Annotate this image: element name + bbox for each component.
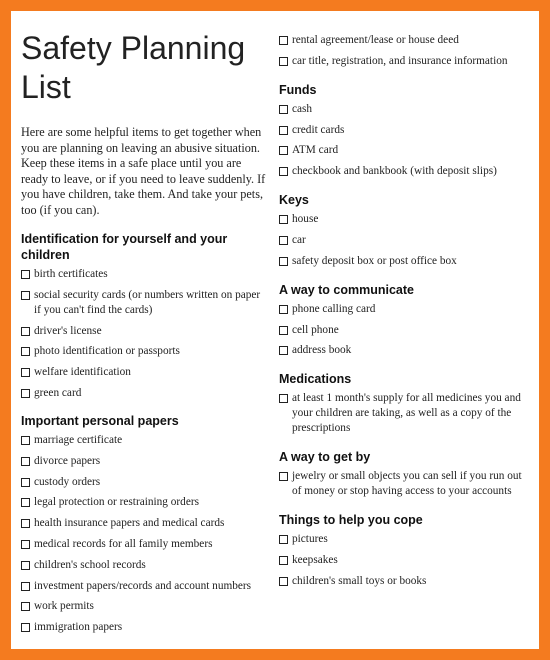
- checklist-item-text: immigration papers: [34, 621, 123, 634]
- checklist-item: [279, 123, 531, 138]
- checkbox-icon: [279, 36, 288, 45]
- checkbox-icon: [21, 602, 30, 611]
- section-heading: Funds: [279, 82, 317, 97]
- checkbox-icon: [279, 326, 288, 335]
- checklist-item: [21, 558, 266, 573]
- checklist: [279, 212, 531, 269]
- continued-list: [279, 33, 531, 69]
- page-title: Safety Planning List: [21, 30, 246, 105]
- section-heading: Things to help you cope: [279, 513, 423, 528]
- checkbox-icon: [21, 478, 30, 487]
- checklist: [279, 102, 531, 179]
- checklist-item-text: rental agreement/lease or house deed: [292, 34, 459, 46]
- checkbox-icon: [21, 436, 30, 445]
- checkbox-icon: [279, 57, 288, 66]
- checkbox-icon: [21, 519, 30, 528]
- checklist-item: [279, 254, 531, 269]
- checkbox-icon: [21, 498, 30, 507]
- checklist-item-text: cell phone: [292, 323, 339, 336]
- checkbox-icon: [21, 291, 30, 300]
- checkbox-icon: [279, 126, 288, 135]
- checklist-item-text: marriage certificate: [34, 433, 123, 446]
- checkbox-icon: [279, 305, 288, 314]
- right-sections: [279, 82, 531, 589]
- checklist-item: [279, 302, 531, 317]
- checklist-item: [279, 33, 531, 48]
- checklist-item: [279, 233, 531, 248]
- checklist: [21, 433, 266, 635]
- checklist-item-text: jewelry or small objects you can sell if you run out of money or stop having access to your accounts: [292, 470, 522, 498]
- checklist-item: [21, 433, 266, 448]
- checklist-item-text: driver's license: [34, 324, 102, 337]
- checklist-item: [279, 323, 531, 338]
- checklist-item-text: health insurance papers and medical cards: [34, 517, 225, 530]
- checklist: [21, 267, 266, 401]
- section-heading: Medications: [279, 372, 352, 387]
- checklist-item-text: house: [292, 213, 319, 226]
- checklist-item: [21, 620, 266, 635]
- checklist-item-text: safety deposit box or post office box: [292, 254, 457, 267]
- checklist-item-text: work permits: [34, 600, 94, 613]
- checklist-item: [279, 212, 531, 227]
- checklist-item-text: social security cards (or numbers written on paper if you can't find the cards): [34, 288, 261, 316]
- checklist-item: [21, 495, 266, 510]
- checkbox-icon: [21, 623, 30, 632]
- checklist-item: [21, 324, 266, 339]
- section-heading: A way to communicate: [279, 282, 414, 297]
- checklist-item-text: phone calling card: [292, 302, 376, 315]
- checklist-item: [21, 475, 266, 490]
- checklist-item-text: medical records for all family members: [34, 537, 213, 550]
- checklist-item: [21, 386, 266, 401]
- checklist-item-text: address book: [292, 344, 352, 357]
- checklist-item-text: legal protection or restraining orders: [34, 496, 200, 509]
- checkbox-icon: [279, 472, 288, 481]
- document-page: [11, 11, 539, 649]
- checklist-item: [21, 365, 266, 380]
- left-column: [21, 11, 266, 641]
- section-heading: Keys: [279, 193, 309, 208]
- checkbox-icon: [279, 215, 288, 224]
- checkbox-icon: [279, 577, 288, 586]
- checklist-item: [21, 288, 266, 318]
- checklist-item-text: keepsakes: [292, 554, 338, 567]
- section-heading: Important personal papers: [21, 413, 179, 428]
- checkbox-icon: [21, 347, 30, 356]
- intro-paragraph: Here are some helpful items to get together when you are planning on leaving an abusive situation. Keep these items in a safe place until you are ready to leave, or if you need to leave suddenly. If you have children, take them. And take your pets, too (if you can).: [21, 125, 266, 217]
- checkbox-icon: [279, 105, 288, 114]
- checklist-item-text: car: [292, 233, 306, 246]
- checklist: [279, 302, 531, 359]
- checklist-item-text: divorce papers: [34, 454, 101, 467]
- left-sections: [21, 231, 266, 635]
- checklist-item-text: children's school records: [34, 558, 146, 571]
- section-heading: Identification for yourself and your children: [21, 232, 228, 262]
- checklist-item-text: children's small toys or books: [292, 574, 427, 587]
- checkbox-icon: [279, 146, 288, 155]
- right-column: [279, 11, 531, 595]
- checklist-item: [279, 143, 531, 158]
- checklist-item-text: custody orders: [34, 475, 101, 488]
- checkbox-icon: [21, 327, 30, 336]
- checkbox-icon: [279, 535, 288, 544]
- checklist-item-text: at least 1 month's supply for all medicines you and your children are taking, as well as a copy of the prescriptions: [292, 392, 521, 435]
- checkbox-icon: [21, 540, 30, 549]
- checklist-item-text: photo identification or passports: [34, 345, 180, 358]
- checklist-item-text: welfare identification: [34, 366, 131, 379]
- checklist-item: [21, 344, 266, 359]
- checklist-item: [279, 469, 531, 499]
- checklist-item: [21, 579, 266, 594]
- checklist-item: [21, 454, 266, 469]
- checklist-item: [21, 267, 266, 282]
- checklist-item-text: cash: [292, 102, 313, 115]
- checkbox-icon: [21, 457, 30, 466]
- checklist-item: [279, 553, 531, 568]
- checkbox-icon: [279, 346, 288, 355]
- checklist-item: [21, 537, 266, 552]
- checkbox-icon: [279, 394, 288, 403]
- checklist: [279, 469, 531, 499]
- checklist-item: [279, 391, 531, 436]
- checkbox-icon: [279, 236, 288, 245]
- checklist-item: [279, 532, 531, 547]
- checkbox-icon: [279, 167, 288, 176]
- checklist-item: [279, 102, 531, 117]
- checklist: [279, 391, 531, 436]
- checklist-item: [21, 599, 266, 614]
- checklist-item-text: investment papers/records and account numbers: [34, 579, 252, 592]
- checklist: [279, 532, 531, 589]
- checkbox-icon: [279, 257, 288, 266]
- checkbox-icon: [21, 389, 30, 398]
- checklist-item-text: green card: [34, 386, 82, 399]
- checklist-item: [279, 164, 531, 179]
- section-heading: A way to get by: [279, 450, 371, 465]
- checklist-item-text: ATM card: [292, 144, 339, 157]
- checklist-item: [279, 54, 531, 69]
- checklist-item: [279, 343, 531, 358]
- checklist-item-text: credit cards: [292, 123, 345, 136]
- checklist-item-text: birth certificates: [34, 268, 108, 280]
- checklist-item: [279, 574, 531, 589]
- checklist-item: [21, 516, 266, 531]
- checkbox-icon: [279, 556, 288, 565]
- checkbox-icon: [21, 561, 30, 570]
- checklist-item-text: car title, registration, and insurance information: [292, 54, 508, 67]
- checkbox-icon: [21, 270, 30, 279]
- checkbox-icon: [21, 368, 30, 377]
- checkbox-icon: [21, 582, 30, 591]
- checklist-item-text: checkbook and bankbook (with deposit slips): [292, 165, 497, 178]
- checklist-item-text: pictures: [292, 533, 328, 546]
